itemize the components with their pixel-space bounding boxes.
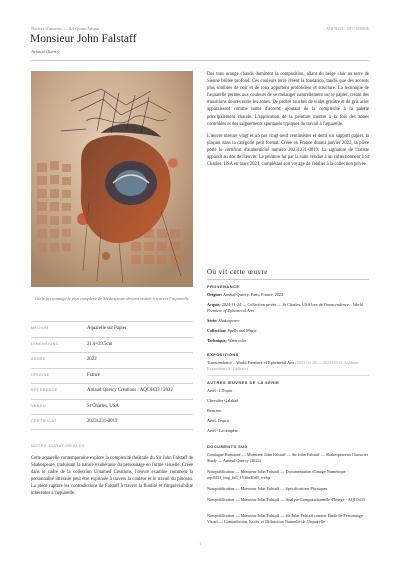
page-title: Monsieur John Falstaff bbox=[30, 33, 137, 45]
other-works-heading: AUTRES ŒUVRES DE LA SÉRIE bbox=[207, 380, 280, 385]
metadata-row bbox=[31, 321, 193, 337]
collection-label: Collection: bbox=[207, 328, 227, 333]
acquis-label: Acquis: bbox=[207, 302, 221, 307]
divider bbox=[207, 375, 369, 376]
metadata-row bbox=[31, 414, 193, 430]
other-work-link[interactable]: Ariel - L'Esprit bbox=[207, 388, 233, 393]
provenance-technique bbox=[207, 338, 369, 344]
provenance-collection bbox=[207, 328, 369, 334]
document-item[interactable]: Notopublication — Monsieur John Falstaff — Spécifications Physiques bbox=[207, 486, 328, 491]
artist-name: Arnaud Quercy bbox=[31, 49, 60, 54]
provenance-origin bbox=[207, 292, 369, 298]
document-item[interactable]: Notopublication — Monsieur John Falstaff — Sir John Falstaff comme Étude de Personnage Visuel — Contradiction, Excès, et Diffraction Naturelle de l'Aquarelle bbox=[207, 513, 363, 524]
metadata-label: VENDU bbox=[31, 403, 47, 408]
artwork-illustration bbox=[31, 71, 193, 287]
metadata-row bbox=[31, 352, 193, 368]
provenance-acquis bbox=[207, 302, 369, 313]
metadata-row bbox=[31, 368, 193, 384]
technique-label: Technique: bbox=[207, 338, 227, 343]
other-work-link[interactable]: Chevalier Galahad bbox=[207, 398, 239, 403]
artwork-description bbox=[207, 71, 369, 168]
metadata-value: Arnaud Quercy Creations / AQC0433 / 2022 bbox=[87, 388, 173, 394]
metadata-label: CERTIFICAT bbox=[31, 419, 57, 424]
metadata-value: 20231231-0019 bbox=[87, 419, 118, 425]
other-work-link[interactable]: Ariel, l'esprit bbox=[207, 418, 229, 423]
technique-value: Watercolor bbox=[227, 338, 247, 343]
provenance-serie bbox=[207, 318, 369, 324]
metadata-label: ORIGINE bbox=[31, 372, 50, 377]
curatorial-notes: Cette aquarelle contemporaine explore la complexité théâtrale du Sir John Falstaff de Shakespeare, traduisant la nature exubérante du personnage en forme visuelle. Créée dans le cadre de la collection Untamed Creations, l'œuvre examine comment la personnalité littéraire peut être exprimée à travers la couleur et le travail du pinceau. La pièce capture les contradictions de Falstaff à travers la fluidité et l'imprévisibilité inhérentes à l'aquarelle. bbox=[31, 456, 193, 497]
section-divider bbox=[207, 279, 369, 280]
metadata-value: 2022 bbox=[87, 357, 97, 363]
metadata-row bbox=[31, 337, 193, 353]
breadcrumb: Notices d’œuvres — Art Quare Anima bbox=[31, 26, 99, 31]
metadata-table bbox=[31, 321, 193, 430]
metadata-row bbox=[31, 383, 193, 399]
exposition-item bbox=[207, 360, 369, 371]
metadata-label: RÉFÉRENCE bbox=[31, 388, 58, 393]
acquis-event: Transcendence – World Premiere of Ephemeral Arts bbox=[207, 302, 364, 313]
documents-heading: DOCUMENTS SUD bbox=[207, 444, 248, 449]
page-number: 1 bbox=[198, 541, 202, 546]
acquis-value: 2024-11-24 — Collection privée — St Charles, USA lors de bbox=[221, 302, 324, 307]
provenance-heading: PROVENANCE bbox=[207, 284, 240, 289]
description-paragraph: L'œuvre mesure vingt et un par vingt-neuf centimètres et demi sur support papier, la plaçant dans la catégorie petit format. Créée en France durant janvier 2022, la pièce porte le certificat d'authenticité numéro 20231231-0019. La signature de l'artiste apparaît au dos de l'œuvre. La peinture fut par la suite vendue à un collectionneur à St Charles, USA en mars 2024, complétant son voyage de l'atelier à la collection privée. bbox=[207, 133, 369, 168]
other-work-link[interactable]: Ariel - La tempête bbox=[207, 428, 238, 433]
other-work-link[interactable]: Bertram bbox=[207, 408, 221, 413]
serie-label: Série: bbox=[207, 318, 218, 323]
metadata-value: Aquarelle sur Papier bbox=[87, 326, 127, 332]
metadata-label: MÉDIUM bbox=[31, 326, 49, 331]
artwork-caption: Où le personnage le plus complexe de Shakespeare devient visible à travers l’aquarelle bbox=[35, 296, 189, 301]
collection-value: Spells and Magic bbox=[227, 328, 257, 333]
origin-value: Arnaud Quercy, Paris, France, 2022 bbox=[222, 292, 284, 297]
artwork-image bbox=[31, 71, 193, 287]
metadata-label: ANNÉE bbox=[31, 357, 46, 362]
exposition-dates: (2023-03-29 — 2023-03-31, Ashburn Exposition) (C Gallerie) bbox=[207, 360, 359, 371]
section-heading: Où vit cette œuvre bbox=[207, 268, 268, 276]
reference-code: AQC0433 · NTC-000046 bbox=[325, 26, 369, 31]
expositions-heading: EXPOSITIONS bbox=[207, 352, 239, 357]
document-item[interactable]: Catalogue Raisonné — Monsieur John Falstaff — Sir John Falstaff — Shakespearean Character Study — Arnaud Quercy (2022) bbox=[207, 452, 369, 463]
description-paragraph: Des tons orange chauds dominent la composition, allant du beige clair au terre de Sienne brûlée profond. Ces couleurs terre créent la fondation, tandis que des accents plus sombres de noir et de roux apportent profondeur et structure. La technique de l'aquarelle permet aux couleurs de se mélanger naturellement sur le papier, créant des transitions douces entre les zones. De petites touches de violet grisâtre et de gris acier apparaissent comme notes d'accent, ajoutant de la complexité à la palette principalement chaude. L'application de la peinture montre à la fois des zones contrôlées et des saignements spontanés typiques du travail à l'aquarelle. bbox=[207, 72, 369, 127]
origin-label: Origine: bbox=[207, 292, 223, 297]
header-divider bbox=[31, 60, 369, 61]
metadata-value: St Charles, USA bbox=[87, 403, 119, 409]
document-item[interactable]: Notopublication — Monsieur John Falstaff — Analyse Computationnelle d'Image · AQC0433 bbox=[207, 497, 365, 502]
metadata-value: France bbox=[87, 372, 101, 378]
exposition-title: Transcendence – World Premiere of Ephemeral Arts bbox=[207, 360, 295, 365]
metadata-label: DIMENSIONS bbox=[31, 341, 59, 346]
serie-value: Shakespeare bbox=[218, 318, 240, 323]
notes-heading: NOTES CURATORIALES bbox=[31, 444, 86, 448]
metadata-value: 21.0×29.5cm bbox=[87, 341, 113, 347]
document-item[interactable]: Notopublication — Monsieur John Falstaff — Documentation d'Image Numérique · aqc0433_img_full_1536x2048_webp bbox=[207, 469, 349, 480]
metadata-row bbox=[31, 399, 193, 415]
